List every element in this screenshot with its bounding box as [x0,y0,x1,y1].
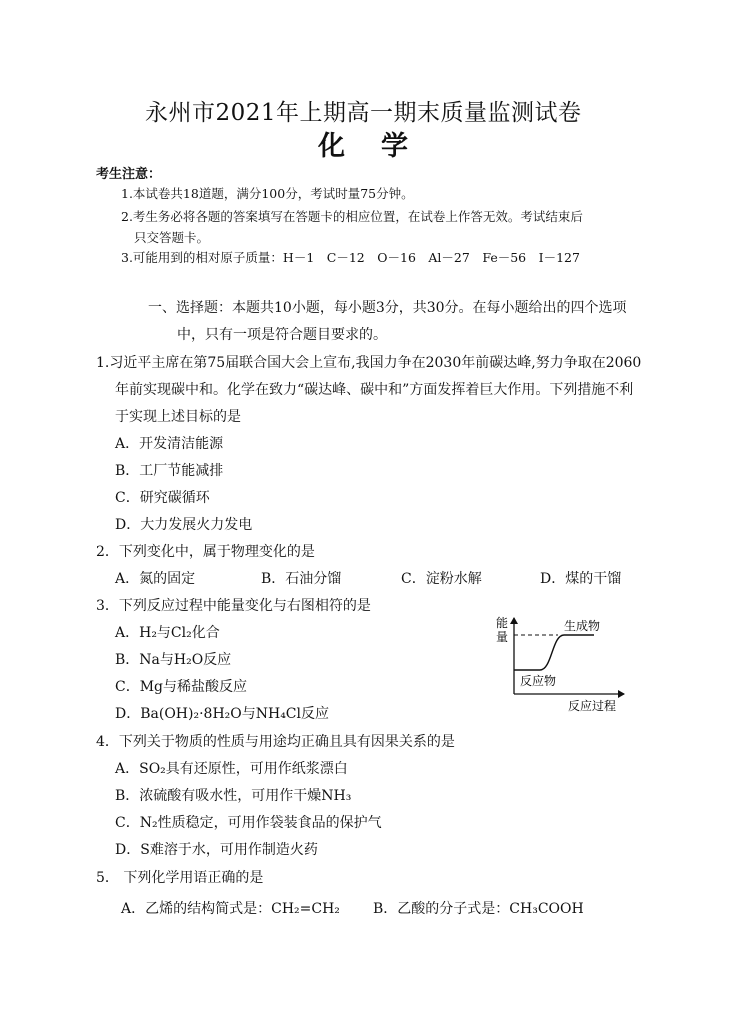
q2-option-d: D．煤的干馏 [540,571,622,587]
energy-axis-label: 能 [496,616,509,630]
q5-option-a: A．乙烯的结构简式是：CH₂=CH₂ [121,901,340,917]
reaction-progress-label: 反应过程 [568,699,617,713]
q3-option-c: C．Mg与稀盐酸反应 [115,679,248,695]
q3-option-d: D．Ba(OH)₂·8H₂O与NH₄Cl反应 [115,706,329,722]
notice-item: 2.考生务必将各题的答案填写在答题卡的相应位置，在试卷上作答无效。考试结束后 [121,209,583,224]
energy-diagram [490,610,640,715]
section-heading: 一、选择题：本题共10小题，每小题3分，共30分。在每小题给出的四个选项 [148,300,627,316]
q2-option-c: C．淀粉水解 [401,571,482,587]
notice-item: 只交答题卡。 [134,230,210,245]
q2-option-a: A．氮的固定 [115,571,196,587]
notice-item: 1.本试卷共18道题，满分100分，考试时量75分钟。 [121,186,414,201]
q3-stem: 3．下列反应过程中能量变化与右图相符的是 [96,598,371,614]
q2-stem: 2．下列变化中，属于物理变化的是 [96,544,315,560]
q2-option-b: B．石油分馏 [261,571,342,587]
reactant-label: 反应物 [520,674,557,688]
q1-option-c: C．研究碳循环 [115,490,210,506]
q1-option-a: A．开发清洁能源 [115,436,224,452]
q1-stem: 于实现上述目标的是 [115,409,241,425]
q4-option-c: C．N₂性质稳定，可用作袋装食品的保护气 [115,815,382,831]
q5-option-b: B．乙酸的分子式是：CH₃COOH [373,901,584,917]
q3-option-a: A．H₂与Cl₂化合 [115,625,220,641]
q3-option-b: B．Na与H₂O反应 [115,652,232,668]
q1-option-b: B．工厂节能减排 [115,463,224,479]
subject-title: 化学 [318,131,444,162]
q4-option-a: A．SO₂具有还原性，可用作纸浆漂白 [115,761,348,777]
q5-stem: 5． 下列化学用语正确的是 [96,870,264,886]
product-label: 生成物 [564,619,601,633]
q1-stem: 1.习近平主席在第75届联合国大会上宣布,我国力争在2030年前碳达峰,努力争取在2060 [96,355,642,371]
energy-curve [514,635,594,670]
q1-option-d: D．大力发展火力发电 [115,517,253,533]
section-heading-cont: 中，只有一项是符合题目要求的。 [177,327,387,343]
notice-item: 3.可能用到的相对原子质量：H－1 C－12 O－16 Al－27 Fe－56 I－127 [121,250,580,265]
exam-title: 永州市2021年上期高一期末质量监测试卷 [145,100,582,126]
q4-option-d: D．S难溶于水，可用作制造火药 [115,842,318,858]
q4-stem: 4．下列关于物质的性质与用途均正确且具有因果关系的是 [96,734,455,750]
notice-heading: 考生注意： [96,167,162,182]
energy-axis-label: 量 [496,630,509,644]
q4-option-b: B．浓硫酸有吸水性，可用作干燥NH₃ [115,788,352,804]
q1-stem: 年前实现碳中和。化学在致力“碳达峰、碳中和”方面发挥着巨大作用。下列措施不利 [115,382,634,398]
